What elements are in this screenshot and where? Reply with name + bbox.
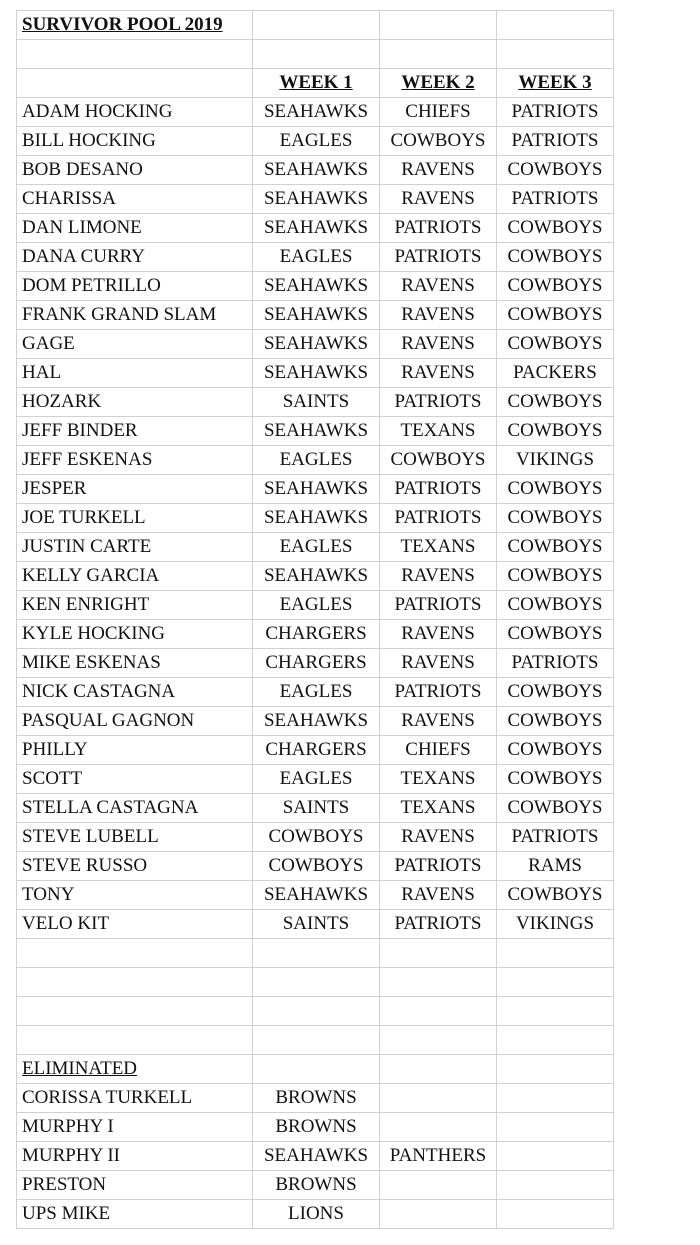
week-2-pick[interactable]	[380, 1084, 497, 1113]
empty-cell[interactable]	[17, 968, 253, 997]
week-3-pick[interactable]: COWBOYS	[497, 533, 614, 562]
week-3-pick[interactable]: COWBOYS	[497, 214, 614, 243]
week-2-pick[interactable]	[380, 1113, 497, 1142]
player-row	[17, 330, 614, 359]
week-3-pick[interactable]: COWBOYS	[497, 243, 614, 272]
player-name[interactable]: STEVE RUSSO	[17, 852, 253, 881]
player-row	[17, 475, 614, 504]
week-3-pick[interactable]: COWBOYS	[497, 156, 614, 185]
player-row	[17, 214, 614, 243]
empty-cell[interactable]	[253, 40, 380, 69]
empty-cell[interactable]	[17, 1026, 253, 1055]
player-name[interactable]: JESPER	[17, 475, 253, 504]
empty-cell[interactable]	[497, 11, 614, 40]
week-3-header[interactable]: WEEK 3	[497, 69, 614, 98]
week-3-pick[interactable]: COWBOYS	[497, 765, 614, 794]
player-name[interactable]: STEVE LUBELL	[17, 823, 253, 852]
eliminated-row	[17, 1084, 614, 1113]
empty-cell[interactable]	[497, 40, 614, 69]
blank-row	[17, 968, 614, 997]
week-1-pick[interactable]: SAINTS	[253, 910, 380, 939]
week-3-pick[interactable]: COWBOYS	[497, 504, 614, 533]
week-1-pick[interactable]: CHARGERS	[253, 620, 380, 649]
week-2-pick[interactable]: RAVENS	[380, 272, 497, 301]
player-name[interactable]: ADAM HOCKING	[17, 98, 253, 127]
week-3-pick[interactable]: COWBOYS	[497, 736, 614, 765]
empty-cell[interactable]	[17, 997, 253, 1026]
week-2-pick[interactable]: RAVENS	[380, 620, 497, 649]
player-row	[17, 301, 614, 330]
week-3-pick[interactable]: COWBOYS	[497, 475, 614, 504]
week-3-pick[interactable]: COWBOYS	[497, 707, 614, 736]
week-1-header[interactable]: WEEK 1	[253, 69, 380, 98]
week-3-pick[interactable]: COWBOYS	[497, 301, 614, 330]
title-row	[17, 11, 614, 40]
week-1-pick[interactable]: SEAHAWKS	[253, 359, 380, 388]
week-1-pick[interactable]: CHARGERS	[253, 736, 380, 765]
week-2-pick[interactable]: RAVENS	[380, 881, 497, 910]
player-name[interactable]: PHILLY	[17, 736, 253, 765]
player-row	[17, 272, 614, 301]
blank-row	[17, 1026, 614, 1055]
player-row	[17, 910, 614, 939]
player-name[interactable]: HOZARK	[17, 388, 253, 417]
player-row	[17, 823, 614, 852]
eliminated-player-name[interactable]: PRESTON	[17, 1171, 253, 1200]
player-row	[17, 649, 614, 678]
week-2-pick[interactable]: RAVENS	[380, 562, 497, 591]
week-1-pick[interactable]: SEAHAWKS	[253, 214, 380, 243]
empty-cell[interactable]	[497, 997, 614, 1026]
player-row	[17, 127, 614, 156]
week-2-pick[interactable]: CHIEFS	[380, 736, 497, 765]
week-3-pick[interactable]: PATRIOTS	[497, 98, 614, 127]
week-2-pick[interactable]: PATRIOTS	[380, 504, 497, 533]
week-2-pick[interactable]: TEXANS	[380, 765, 497, 794]
empty-cell[interactable]	[497, 1026, 614, 1055]
week-2-pick[interactable]: PATRIOTS	[380, 852, 497, 881]
week-2-pick[interactable]: RAVENS	[380, 185, 497, 214]
sheet-body	[17, 11, 614, 1229]
week-3-pick[interactable]: VIKINGS	[497, 910, 614, 939]
week-2-pick[interactable]: RAVENS	[380, 330, 497, 359]
player-name[interactable]: VELO KIT	[17, 910, 253, 939]
week-3-pick[interactable]: COWBOYS	[497, 794, 614, 823]
week-1-pick[interactable]: SAINTS	[253, 794, 380, 823]
week-1-pick[interactable]: SEAHAWKS	[253, 562, 380, 591]
week-2-pick[interactable]: TEXANS	[380, 794, 497, 823]
eliminated-row	[17, 1200, 614, 1229]
empty-cell[interactable]	[253, 939, 380, 968]
player-row	[17, 620, 614, 649]
week-3-pick[interactable]: PATRIOTS	[497, 649, 614, 678]
week-3-pick[interactable]: COWBOYS	[497, 562, 614, 591]
empty-cell[interactable]	[17, 40, 253, 69]
player-row	[17, 185, 614, 214]
empty-cell[interactable]	[380, 968, 497, 997]
player-name[interactable]: DOM PETRILLO	[17, 272, 253, 301]
player-row	[17, 533, 614, 562]
player-row	[17, 794, 614, 823]
week-1-pick[interactable]: EAGLES	[253, 446, 380, 475]
eliminated-heading[interactable]: ELIMINATED	[17, 1055, 253, 1084]
week-1-pick[interactable]: SEAHAWKS	[253, 475, 380, 504]
player-name[interactable]: BOB DESANO	[17, 156, 253, 185]
empty-cell[interactable]	[497, 1055, 614, 1084]
player-name[interactable]: CHARISSA	[17, 185, 253, 214]
player-row	[17, 591, 614, 620]
player-row	[17, 98, 614, 127]
player-row	[17, 156, 614, 185]
player-name[interactable]: STELLA CASTAGNA	[17, 794, 253, 823]
eliminated-player-name[interactable]: UPS MIKE	[17, 1200, 253, 1229]
week-3-pick[interactable]: PATRIOTS	[497, 127, 614, 156]
week-3-pick[interactable]: COWBOYS	[497, 881, 614, 910]
player-name[interactable]: JEFF ESKENAS	[17, 446, 253, 475]
empty-cell[interactable]	[253, 968, 380, 997]
empty-cell[interactable]	[380, 1026, 497, 1055]
eliminated-row	[17, 1113, 614, 1142]
week-1-pick[interactable]: COWBOYS	[253, 852, 380, 881]
player-row	[17, 852, 614, 881]
week-2-pick[interactable]: RAVENS	[380, 649, 497, 678]
week-1-pick[interactable]: SEAHAWKS	[253, 272, 380, 301]
week-3-pick[interactable]: PACKERS	[497, 359, 614, 388]
player-name[interactable]: PASQUAL GAGNON	[17, 707, 253, 736]
player-row	[17, 388, 614, 417]
week-2-header[interactable]: WEEK 2	[380, 69, 497, 98]
week-1-pick[interactable]: SEAHAWKS	[253, 156, 380, 185]
week-2-pick[interactable]: RAVENS	[380, 707, 497, 736]
player-name[interactable]: JEFF BINDER	[17, 417, 253, 446]
week-3-pick[interactable]: COWBOYS	[497, 388, 614, 417]
empty-cell[interactable]	[17, 69, 253, 98]
week-3-pick[interactable]	[497, 1171, 614, 1200]
player-row	[17, 417, 614, 446]
player-name[interactable]: KELLY GARCIA	[17, 562, 253, 591]
empty-cell[interactable]	[253, 1055, 380, 1084]
week-1-pick[interactable]: EAGLES	[253, 243, 380, 272]
week-2-pick[interactable]: PATRIOTS	[380, 388, 497, 417]
week-1-pick[interactable]: SEAHAWKS	[253, 301, 380, 330]
empty-cell[interactable]	[497, 968, 614, 997]
week-2-pick[interactable]: PATRIOTS	[380, 678, 497, 707]
player-name[interactable]: DANA CURRY	[17, 243, 253, 272]
player-row	[17, 881, 614, 910]
week-3-pick[interactable]	[497, 1113, 614, 1142]
week-2-pick[interactable]: RAVENS	[380, 301, 497, 330]
week-header-row	[17, 69, 614, 98]
week-2-pick[interactable]	[380, 1200, 497, 1229]
blank-row	[17, 997, 614, 1026]
empty-cell[interactable]	[380, 997, 497, 1026]
week-1-pick[interactable]: SAINTS	[253, 388, 380, 417]
player-name[interactable]: MIKE ESKENAS	[17, 649, 253, 678]
week-3-pick[interactable]: VIKINGS	[497, 446, 614, 475]
week-1-pick[interactable]: SEAHAWKS	[253, 881, 380, 910]
week-1-pick[interactable]: SEAHAWKS	[253, 185, 380, 214]
week-3-pick[interactable]: COWBOYS	[497, 417, 614, 446]
player-name[interactable]: JOE TURKELL	[17, 504, 253, 533]
week-1-pick[interactable]: BROWNS	[253, 1171, 380, 1200]
empty-cell[interactable]	[17, 939, 253, 968]
player-row	[17, 243, 614, 272]
empty-cell[interactable]	[253, 11, 380, 40]
player-row	[17, 446, 614, 475]
week-2-pick[interactable]: RAVENS	[380, 359, 497, 388]
player-row	[17, 736, 614, 765]
player-row	[17, 504, 614, 533]
player-name[interactable]: KYLE HOCKING	[17, 620, 253, 649]
player-name[interactable]: FRANK GRAND SLAM	[17, 301, 253, 330]
week-2-pick[interactable]: PATRIOTS	[380, 214, 497, 243]
sheet-title[interactable]: SURVIVOR POOL 2019	[17, 11, 253, 40]
eliminated-header-row	[17, 1055, 614, 1084]
player-name[interactable]: NICK CASTAGNA	[17, 678, 253, 707]
week-2-pick[interactable]: TEXANS	[380, 533, 497, 562]
week-3-pick[interactable]: PATRIOTS	[497, 823, 614, 852]
week-1-pick[interactable]: EAGLES	[253, 765, 380, 794]
eliminated-player-name[interactable]: MURPHY II	[17, 1142, 253, 1171]
eliminated-player-name[interactable]: MURPHY I	[17, 1113, 253, 1142]
week-2-pick[interactable]: PATRIOTS	[380, 243, 497, 272]
player-row	[17, 765, 614, 794]
week-3-pick[interactable]	[497, 1200, 614, 1229]
week-3-pick[interactable]: COWBOYS	[497, 678, 614, 707]
survivor-pool-sheet	[16, 10, 614, 1229]
player-name[interactable]: BILL HOCKING	[17, 127, 253, 156]
week-2-pick[interactable]: PATRIOTS	[380, 475, 497, 504]
week-3-pick[interactable]: COWBOYS	[497, 272, 614, 301]
blank-row	[17, 40, 614, 69]
week-2-pick[interactable]: RAVENS	[380, 823, 497, 852]
week-1-pick[interactable]: SEAHAWKS	[253, 707, 380, 736]
week-2-pick[interactable]: PATRIOTS	[380, 591, 497, 620]
week-3-pick[interactable]: RAMS	[497, 852, 614, 881]
week-3-pick[interactable]: COWBOYS	[497, 591, 614, 620]
player-name[interactable]: GAGE	[17, 330, 253, 359]
week-1-pick[interactable]: BROWNS	[253, 1113, 380, 1142]
empty-cell[interactable]	[380, 40, 497, 69]
week-1-pick[interactable]: LIONS	[253, 1200, 380, 1229]
week-3-pick[interactable]	[497, 1142, 614, 1171]
player-name[interactable]: HAL	[17, 359, 253, 388]
week-1-pick[interactable]: SEAHAWKS	[253, 504, 380, 533]
player-name[interactable]: SCOTT	[17, 765, 253, 794]
week-1-pick[interactable]: EAGLES	[253, 678, 380, 707]
player-name[interactable]: JUSTIN CARTE	[17, 533, 253, 562]
week-1-pick[interactable]: EAGLES	[253, 127, 380, 156]
week-2-pick[interactable]: RAVENS	[380, 156, 497, 185]
week-2-pick[interactable]: PANTHERS	[380, 1142, 497, 1171]
week-1-pick[interactable]: EAGLES	[253, 591, 380, 620]
player-row	[17, 707, 614, 736]
player-name[interactable]: DAN LIMONE	[17, 214, 253, 243]
empty-cell[interactable]	[253, 1026, 380, 1055]
player-row	[17, 562, 614, 591]
week-2-pick[interactable]	[380, 1171, 497, 1200]
empty-cell[interactable]	[380, 1055, 497, 1084]
player-name[interactable]: TONY	[17, 881, 253, 910]
week-3-pick[interactable]: COWBOYS	[497, 330, 614, 359]
eliminated-row	[17, 1171, 614, 1200]
week-1-pick[interactable]: SEAHAWKS	[253, 330, 380, 359]
week-1-pick[interactable]: COWBOYS	[253, 823, 380, 852]
week-1-pick[interactable]: CHARGERS	[253, 649, 380, 678]
player-row	[17, 359, 614, 388]
week-2-pick[interactable]: COWBOYS	[380, 127, 497, 156]
week-1-pick[interactable]: SEAHAWKS	[253, 417, 380, 446]
week-2-pick[interactable]: PATRIOTS	[380, 910, 497, 939]
week-1-pick[interactable]: SEAHAWKS	[253, 1142, 380, 1171]
week-1-pick[interactable]: BROWNS	[253, 1084, 380, 1113]
week-2-pick[interactable]: TEXANS	[380, 417, 497, 446]
empty-cell[interactable]	[380, 939, 497, 968]
week-3-pick[interactable]: COWBOYS	[497, 620, 614, 649]
eliminated-player-name[interactable]: CORISSA TURKELL	[17, 1084, 253, 1113]
empty-cell[interactable]	[380, 11, 497, 40]
week-1-pick[interactable]: SEAHAWKS	[253, 98, 380, 127]
week-2-pick[interactable]: COWBOYS	[380, 446, 497, 475]
week-3-pick[interactable]: PATRIOTS	[497, 185, 614, 214]
eliminated-row	[17, 1142, 614, 1171]
empty-cell[interactable]	[253, 997, 380, 1026]
week-2-pick[interactable]: CHIEFS	[380, 98, 497, 127]
player-name[interactable]: KEN ENRIGHT	[17, 591, 253, 620]
empty-cell[interactable]	[497, 939, 614, 968]
blank-row	[17, 939, 614, 968]
player-row	[17, 678, 614, 707]
week-3-pick[interactable]	[497, 1084, 614, 1113]
week-1-pick[interactable]: EAGLES	[253, 533, 380, 562]
